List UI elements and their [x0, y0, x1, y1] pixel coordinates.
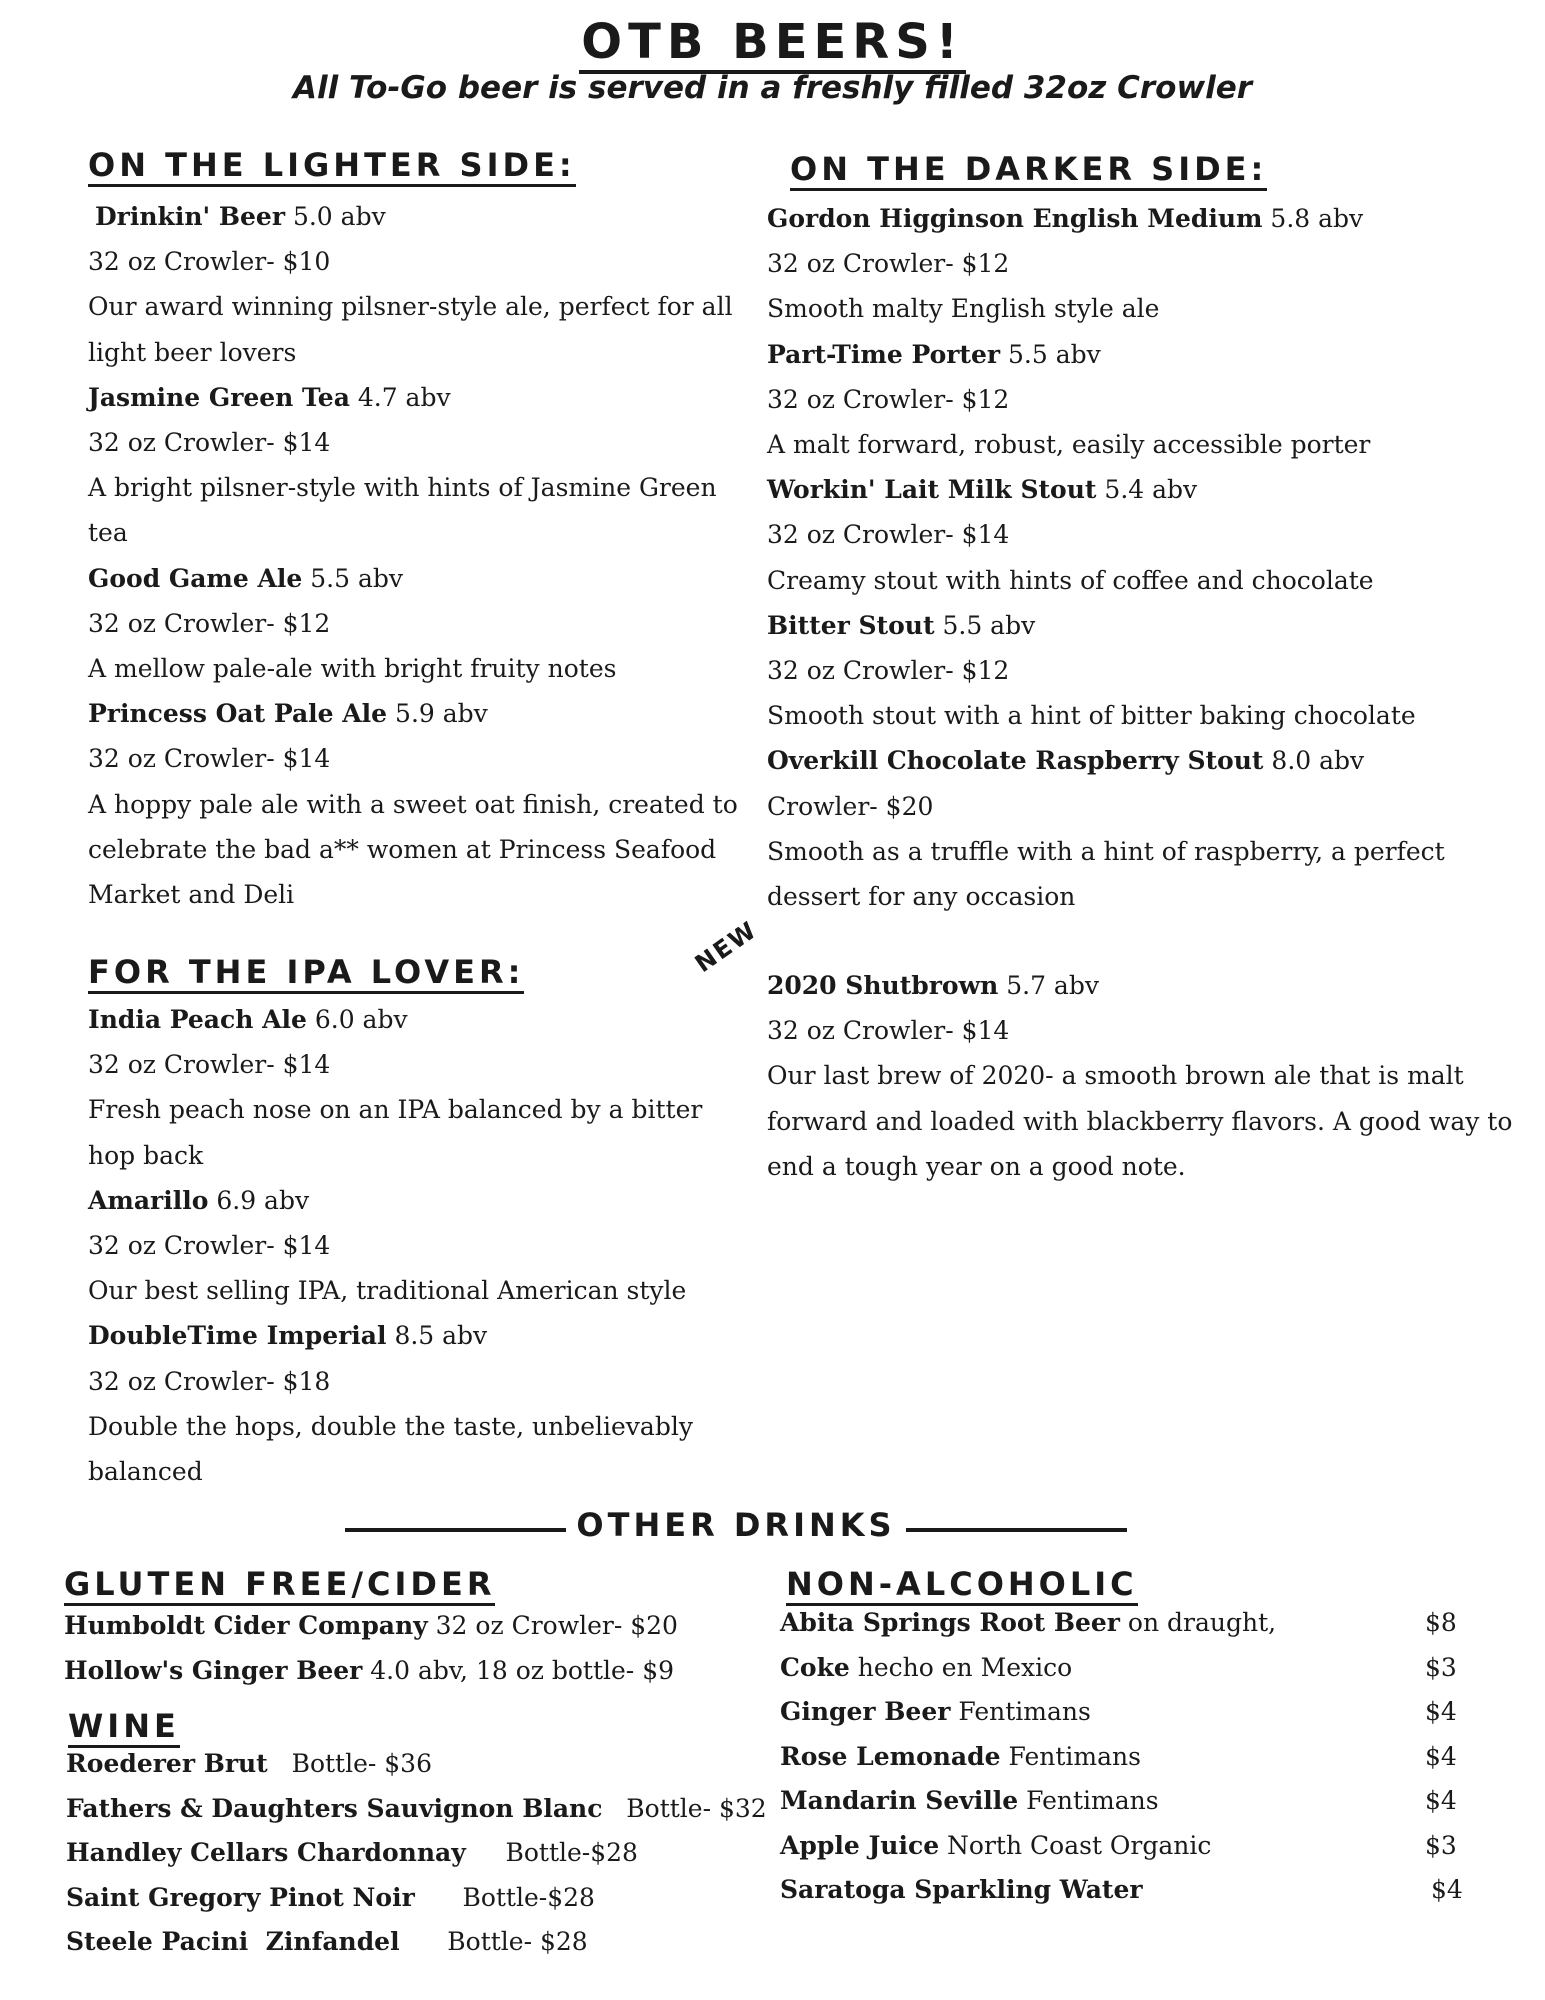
beer-price: 32 oz Crowler- $10 — [88, 247, 331, 277]
beer-abv: 6.0 abv — [314, 1005, 408, 1034]
beer-price: 32 oz Crowler- $14 — [767, 520, 1010, 550]
beer-abv: 5.5 abv — [942, 610, 1036, 640]
section-heading-lighter: ON THE LIGHTER SIDE: — [88, 146, 576, 184]
item-detail: Bottle- $32 — [602, 1793, 767, 1823]
item-name: Rose Lemonade — [780, 1741, 1001, 1771]
item-name: Roederer Brut — [66, 1749, 268, 1778]
lighter-list — [88, 194, 748, 917]
beer-abv: 4.7 abv — [357, 382, 451, 412]
item-name: Ginger Beer — [780, 1697, 951, 1726]
beer-description: Double the hops, double the taste, unbelievably balanced — [88, 1411, 693, 1487]
list-item — [66, 1876, 767, 1921]
item-name: Coke — [780, 1652, 850, 1682]
list-item — [780, 1868, 1480, 1913]
list-item — [780, 1735, 1480, 1780]
beer-abv: 6.9 abv — [216, 1185, 310, 1215]
beer-price: 32 oz Crowler- $14 — [88, 1231, 331, 1261]
item-name: Handley Cellars Chardonnay — [66, 1838, 466, 1867]
beer-abv: 5.5 abv — [1008, 339, 1101, 369]
beer-description: A hoppy pale ale with a sweet oat finish, created to celebrate the bad a** women at Princess Seafood Market and Deli — [88, 789, 738, 910]
item-name: Abita Springs Root Beer — [780, 1608, 1120, 1637]
item-detail: Fentimans — [950, 1697, 1091, 1726]
page-subtitle: All To-Go beer is served in a freshly filled 32oz Crowler — [292, 70, 1253, 106]
beer-item — [767, 603, 1507, 739]
beer-name: Bitter Stout — [767, 610, 935, 640]
beer-item — [88, 997, 748, 1178]
beer-item — [88, 1313, 748, 1494]
list-item — [66, 1920, 767, 1965]
other-drinks-divider — [345, 1506, 1127, 1554]
beer-price: 32 oz Crowler- $14 — [88, 1050, 331, 1080]
beer-item — [88, 194, 748, 375]
beer-item — [88, 556, 748, 692]
beer-name: Workin' Lait Milk Stout — [767, 475, 1097, 505]
item-price: $4 — [1425, 1697, 1457, 1726]
gluten-free-list — [64, 1604, 678, 1693]
beer-item — [767, 196, 1507, 332]
beer-price: 32 oz Crowler- $14 — [88, 744, 331, 774]
list-item — [780, 1601, 1480, 1646]
beer-price: 32 oz Crowler- $12 — [767, 656, 1010, 686]
other-drinks-heading: OTHER DRINKS — [345, 1506, 1127, 1544]
item-price: $3 — [1425, 1830, 1457, 1860]
beer-description: Creamy stout with hints of coffee and chocolate — [767, 565, 1374, 595]
list-item — [780, 1824, 1480, 1869]
beer-abv: 5.8 abv — [1270, 204, 1364, 233]
beer-name: Princess Oat Pale Ale — [88, 699, 388, 729]
beer-item — [767, 332, 1507, 468]
item-detail: Bottle- $28 — [399, 1927, 588, 1956]
beer-name: Overkill Chocolate Raspberry Stout — [767, 746, 1264, 776]
beer-description: Our best selling IPA, traditional American style — [88, 1276, 687, 1306]
section-heading-non-alcoholic: NON-ALCOHOLIC — [786, 1565, 1138, 1603]
beer-name: DoubleTime Imperial — [88, 1321, 387, 1351]
beer-description: Smooth malty English style ale — [767, 294, 1160, 324]
beer-name: Gordon Higginson English Medium — [767, 204, 1263, 233]
beer-name: Good Game Ale — [88, 563, 303, 593]
list-item — [66, 1742, 767, 1787]
beer-name: Jasmine Green Tea — [88, 382, 350, 412]
item-name: Humboldt Cider Company — [64, 1611, 428, 1640]
item-price: $8 — [1425, 1608, 1457, 1637]
beer-item — [88, 1178, 748, 1314]
list-item — [780, 1646, 1480, 1691]
item-detail: North Coast Organic — [939, 1830, 1212, 1860]
item-detail: Fentimans — [1000, 1741, 1141, 1771]
item-name: Steele Pacini Zinfandel — [66, 1927, 400, 1956]
list-item — [66, 1831, 767, 1876]
beer-description: Smooth stout with a hint of bitter baking chocolate — [767, 701, 1416, 731]
beer-abv: 5.5 abv — [310, 563, 403, 593]
beer-abv: 5.9 abv — [395, 699, 488, 729]
list-item — [780, 1779, 1480, 1824]
beer-description: A malt forward, robust, easily accessible porter — [767, 430, 1371, 460]
beer-price: 32 oz Crowler- $14 — [767, 1016, 1010, 1046]
beer-abv: 8.5 abv — [394, 1321, 488, 1351]
non-alcoholic-list — [780, 1601, 1480, 1913]
list-item — [780, 1690, 1480, 1735]
beer-abv: 5.0 abv — [292, 202, 386, 231]
beer-item — [767, 467, 1507, 603]
item-detail: 32 oz Crowler- $20 — [427, 1611, 678, 1640]
beer-description: Fresh peach nose on an IPA balanced by a bitter hop back — [88, 1095, 703, 1170]
item-detail: on draught, — [1119, 1608, 1277, 1637]
beer-name: 2020 Shutbrown — [767, 971, 999, 1000]
beer-price: 32 oz Crowler- $12 — [767, 249, 1010, 279]
item-name: Fathers & Daughters Sauvignon Blanc — [66, 1793, 603, 1823]
beer-name: Drinkin' Beer — [95, 202, 285, 231]
beer-description: Our award winning pilsner-style ale, perfect for all light beer lovers — [88, 292, 733, 367]
item-detail: Bottle- $36 — [267, 1749, 432, 1778]
section-heading-ipa: FOR THE IPA LOVER: — [88, 953, 524, 991]
page-title: OTB BEERS! — [0, 14, 1545, 70]
item-name: Mandarin Seville — [780, 1786, 1019, 1815]
new-beer-item — [767, 963, 1527, 1189]
beer-description: A bright pilsner-style with hints of Jasmine Green tea — [88, 473, 717, 548]
list-item — [66, 1787, 767, 1832]
item-name: Saratoga Sparkling Water — [780, 1875, 1143, 1904]
item-price: $4 — [1425, 1741, 1457, 1771]
ipa-list — [88, 997, 748, 1494]
item-detail: Fentimans — [1018, 1786, 1159, 1815]
new-badge: NEW — [689, 915, 763, 978]
item-detail: Bottle-$28 — [465, 1838, 638, 1867]
item-name: Saint Gregory Pinot Noir — [66, 1882, 415, 1912]
item-price: $3 — [1425, 1652, 1457, 1682]
beer-abv: 8.0 abv — [1271, 746, 1365, 776]
section-heading-gluten-free: GLUTEN FREE/CIDER — [64, 1565, 495, 1603]
darker-list — [767, 196, 1507, 919]
item-detail: hecho en Mexico — [849, 1652, 1073, 1682]
beer-description: Our last brew of 2020- a smooth brown ale that is malt forward and loaded with blackberry flavors. A good way to end a tough year on a good note. — [767, 1061, 1513, 1181]
beer-name: India Peach Ale — [88, 1005, 307, 1034]
item-price: $4 — [1431, 1875, 1463, 1904]
beer-item — [88, 375, 748, 556]
beer-price: 32 oz Crowler- $14 — [88, 428, 331, 458]
beer-item — [767, 738, 1507, 919]
item-price: $4 — [1425, 1786, 1457, 1815]
beer-price: Crowler- $20 — [767, 791, 934, 821]
item-name: Hollow's Ginger Beer — [64, 1655, 363, 1685]
beer-abv: 5.7 abv — [1006, 971, 1099, 1000]
wine-list — [66, 1742, 767, 1965]
list-item — [64, 1649, 678, 1694]
beer-price: 32 oz Crowler- $12 — [767, 384, 1010, 414]
item-detail: 4.0 abv, 18 oz bottle- $9 — [362, 1655, 675, 1685]
beer-name: Amarillo — [88, 1185, 209, 1215]
beer-description: Smooth as a truffle with a hint of raspberry, a perfect dessert for any occasion — [767, 836, 1445, 912]
section-heading-wine: WINE — [68, 1707, 180, 1745]
beer-abv: 5.4 abv — [1104, 475, 1198, 505]
beer-name: Part-Time Porter — [767, 339, 1001, 369]
item-name: Apple Juice — [780, 1830, 940, 1860]
beer-item — [88, 691, 748, 917]
list-item — [64, 1604, 678, 1649]
section-heading-darker: ON THE DARKER SIDE: — [790, 150, 1267, 188]
item-detail: Bottle-$28 — [414, 1882, 595, 1912]
beer-description: A mellow pale-ale with bright fruity notes — [88, 654, 617, 684]
beer-price: 32 oz Crowler- $12 — [88, 608, 331, 638]
beer-price: 32 oz Crowler- $18 — [88, 1366, 331, 1396]
